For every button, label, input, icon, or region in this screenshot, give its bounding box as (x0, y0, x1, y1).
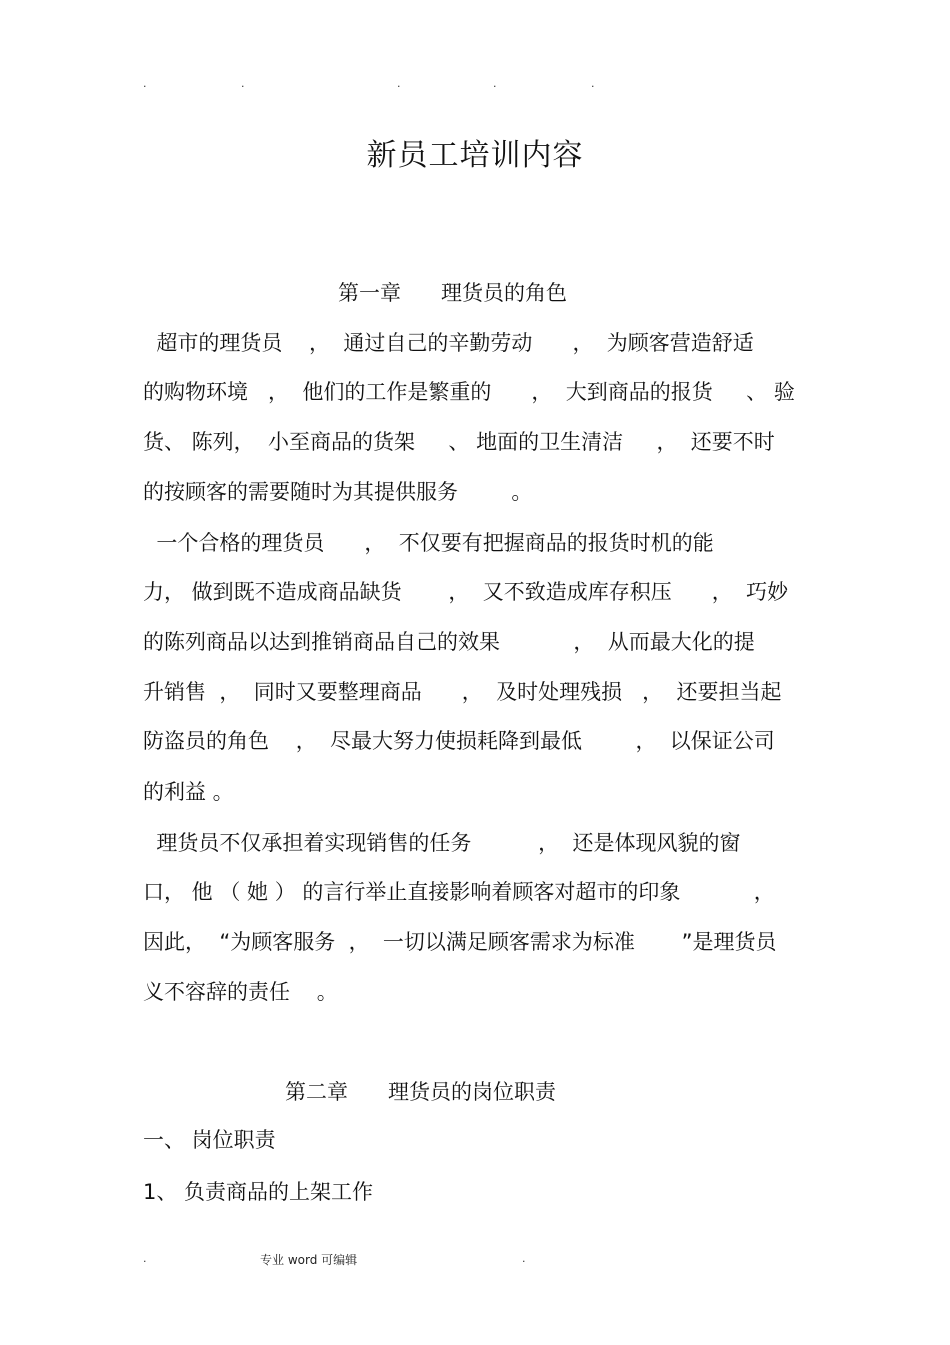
body-line: 升销售 ， 同时又要整理商品 ， 及时处理残损 ， 还要担当起 (143, 680, 782, 704)
footer-left-mark: . (143, 1252, 147, 1265)
chapter-1-heading: 第一章 理货员的角色 (338, 281, 568, 305)
header-mark-4: . (493, 77, 497, 90)
header-mark-3: . (397, 77, 401, 90)
body-line: 的按顾客的需要随时为其提供服务 。 (143, 480, 533, 504)
body-line: 一个合格的理货员 ， 不仅要有把握商品的报货时机的能 (143, 531, 714, 555)
body-line: 的利益 。 (143, 780, 234, 804)
body-line: 防盗员的角色 ， 尽最大努力使损耗降到最低 ， 以保证公司 (143, 729, 775, 753)
body-line: 理货员不仅承担着实现销售的任务 ， 还是体现风貌的窗 (143, 831, 741, 855)
section-heading: 一、 岗位职责 (143, 1128, 276, 1152)
body-line: 力， 做到既不造成商品缺货 ， 又不致造成库存积压 ， 巧妙 (143, 580, 789, 604)
body-line: 因此， “为顾客服务 ， 一切以满足顾客需求为标准 ”是理货员 (143, 930, 777, 954)
body-line: 的陈列商品以达到推销商品自己的效果 ， 从而最大化的提 (143, 630, 755, 654)
footer-text: 专业 word 可编辑 (260, 1253, 358, 1267)
body-line: 的购物环境 ， 他们的工作是繁重的 ， 大到商品的报货 、 验 (143, 380, 795, 404)
chapter-2-heading: 第二章 理货员的岗位职责 (285, 1080, 557, 1104)
header-mark-5: . (591, 77, 595, 90)
footer-right-mark: . (522, 1252, 526, 1265)
header-mark-1: . (143, 77, 147, 90)
header-mark-2: . (241, 77, 245, 90)
document-title: 新员工培训内容 (366, 138, 584, 173)
body-line: 口， 他 （ 她 ） 的言行举止直接影响着顾客对超市的印象 ， (143, 880, 775, 904)
body-line: 货、 陈列， 小至商品的货架 、 地面的卫生清洁 ， 还要不时 (143, 430, 775, 454)
body-line: 超市的理货员 ， 通过自己的辛勤劳动 ， 为顾客营造舒适 (143, 331, 754, 355)
body-line: 义不容辞的责任 。 (143, 980, 338, 1004)
list-item: 1、 负责商品的上架工作 (143, 1180, 374, 1204)
